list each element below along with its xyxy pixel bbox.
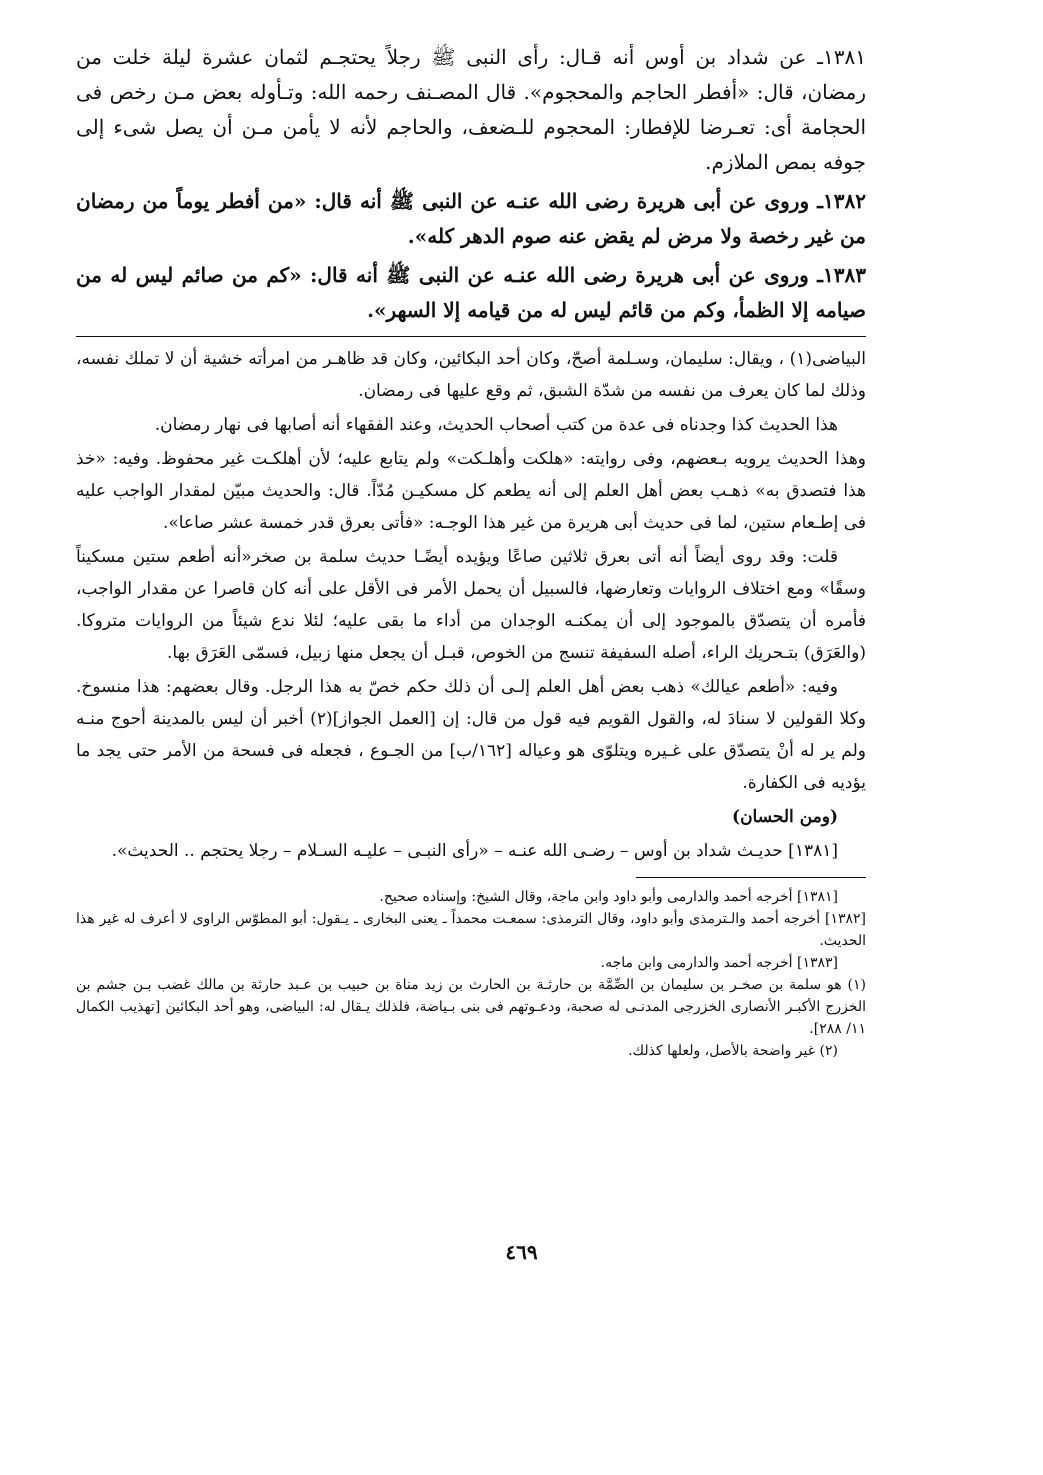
commentary-paragraph: البياضى(١) ، ويقال: سليمان، وسـلمة أصحّ، وكان أحد البكائين، وكان قد ظاهـر من امرأته خشية أن لا تملك نفسه، وذلك لما كان يعرف من نفسه من شدّة الشبق، ثم وقع عليها فى رمضان. <box>76 349 866 401</box>
commentary-paragraph: وهذا الحديث يرويه بـعضهم، وفى روايته: «هلكت وأهلـكت» ولم يتابع عليه؛ لأن أهلكـت غير محفوظ. وفيه: «خذ هذا فتصدق به» ذهـب بعض أهل العلم إلى أنه يطعم كل مسكيـن مُدّاً. قال: والحديث مبيّن لمقدار الواجب عليه فى إطـعام ستين، لما فى حديث أبى هريرة من غير هذا الوجـه: «فأتى بعرق قدر خمسة عشر صاعا». <box>76 449 866 533</box>
section-heading: (ومن الحسان) <box>732 807 838 827</box>
hadith-1382: ١٣٨٢ـ وروى عن أبى هريرة رضى الله عنـه عن النبى ﷺ أنه قال: «من أفطر يوماً من رمضان من غير رخصة ولا مرض لم يقض عنه صوم الدهر كله». <box>76 189 866 248</box>
footnote-item: [١٣٨٣] أخرجه أحمد والدارمى وابن ماجه. <box>600 955 838 971</box>
footnotes <box>76 886 866 1062</box>
footnote-item: [١٣٨٢] أخرجه أحمد والـترمذى وأبو داود، وقال الترمذى: سمعـت محمداً ـ يعنى البخارى ـ يـقول: أبو المطوّس الراوى لا أعرف له غير هذا الحديث. <box>76 911 866 949</box>
footnote-item: [١٣٨١] أخرجه أحمد والدارمى وأبو داود وابن ماجة، وقال الشيخ: وإسناده صحيح. <box>379 889 838 905</box>
footnote-divider <box>636 877 866 878</box>
footnote-item: (٢) غير واضحة بالأصل، ولعلها كذلك. <box>628 1043 838 1059</box>
footnote-item: (١) هو سلمة بن صخـر بن سليمان بن الصِّمَّة بن حارثـة بن الحارث بن زيد مناة بن حبيب بن عـبد حارثة بن مالك غضب بـن جشم بن الخزرج الأكبـر الأنصارى الخزرجى المدنـى له صحبة، ودعـوتهم فى بنى بـياضة، فلذلك يـقال له: البياضى، وهو أحد البكائين [تهذيب الكمال ١١/ ٢٨٨]. <box>76 977 866 1037</box>
commentary-paragraph: وفيه: «أطعم عيالك» ذهب بعض أهل العلم إلـى أن ذلك حكم خصّ به هذا الرجل. وقال بعضهم: هذا منسوخ. وكلا القولين لا سنادَ له، والقول القويم فيه قول من قال: إن [العمل الجواز](٢) أخبر أن ليس بالمدينة أحوج منـه ولم ير له أنْ يتصدّق على غـيره ويتلوّى هو وعياله [١٦٢/ب] من الجـوع ، فجعله فى فسحة من الأمر حتى يجد ما يؤديه فى الكفارة. <box>76 677 867 793</box>
page-number: ٤٦٩ <box>505 1240 538 1264</box>
page-body <box>76 40 866 1062</box>
hadith-1383: ١٣٨٣ـ وروى عن أبى هريرة رضى الله عنـه عن النبى ﷺ أنه قال: «كم من صائم ليس له من صيامه إلا الظمأ، وكم من قائم ليس له من قيامه إلا السهر». <box>76 263 866 322</box>
main-divider <box>76 336 866 337</box>
main-hadith-text <box>76 40 866 328</box>
commentary-section <box>76 343 866 867</box>
commentary-paragraph: هذا الحديث كذا وجدناه فى عدة من كتب أصحاب الحديث، وعند الفقهاء أنه أصابها فى نهار رمضان. <box>154 415 838 435</box>
hadith-reference-line: [١٣٨١] حديـث شداد بن أوس – رضـى الله عنـه – «رأى النبـى – عليـه السـلام – رجلا يحتجم .. الحديث». <box>111 841 838 861</box>
hadith-1381: ١٣٨١ـ عن شداد بن أوس أنه قـال: رأى النبى ﷺ رجلاً يحتجـم لثمان عشرة ليلة خلت من رمضان، قال: «أفطر الحاجم والمحجوم». قال المصـنف رحمه الله: وتـأوله بعض مـن رخص فى الحجامة أى: تعـرضا للإفطار: المحجوم للـضعف، والحاجم لأنه لا يأمن مـن أن يصل شىء إلى جوفه بمص الملازم. <box>76 45 866 174</box>
commentary-paragraph: قلت: وقد روى أيضاً أنه أتى بعرق ثلاثين صاعًا ويؤيده أيضًـا حديث سلمة بن صخر«أنه أطعم ستين مسكيناً وسقًا» ومع اختلاف الروايات وتعارضها، فالسبيل أن يحمل الأمر فى الأقل على أنه كان قاصرا عن مقدار الواجب، فأمره أن يتصدّق بالموجود إلى أن يمكنـه الوجدان من أداء ما بقى عليه؛ لئلا ندع شيئاً من الروايات متروكا. (والعَرَق) بتـحريك الراء، أصله السفيفة تنسج من الخوص، قبـل أن يجعل منها زبيل، فسمّى العَرَق بها. <box>76 547 866 663</box>
